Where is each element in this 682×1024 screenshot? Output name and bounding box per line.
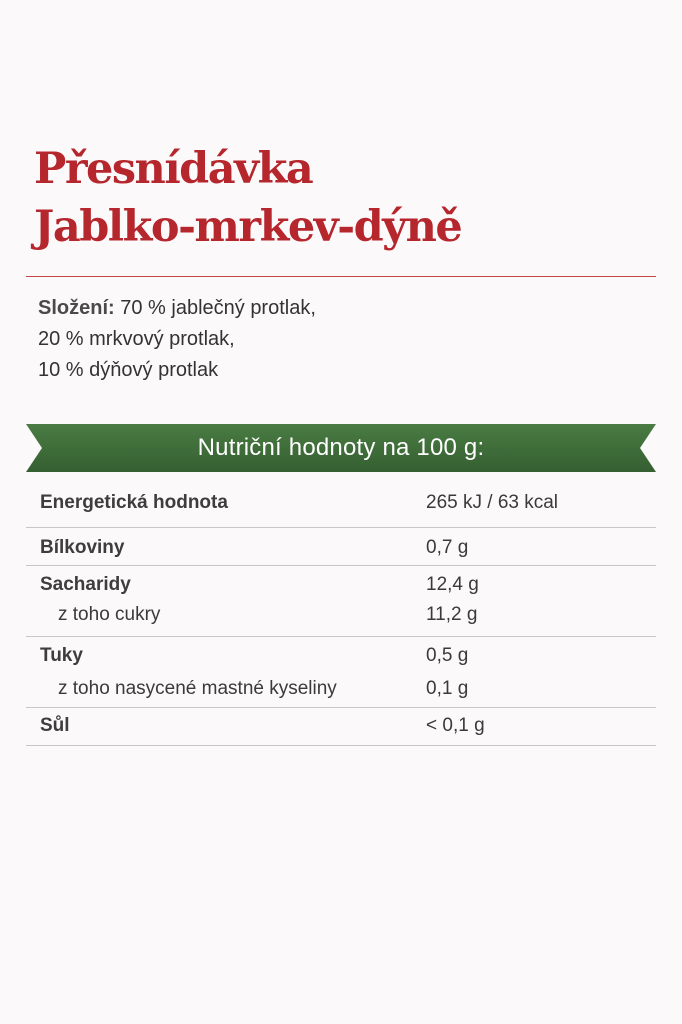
nutrient-value: 265 kJ / 63 kcal: [426, 492, 559, 513]
nutrition-heading-banner: [26, 424, 656, 472]
title-divider: [26, 276, 656, 277]
nutrient-value: 12,4 g: [426, 574, 479, 595]
nutrient-value: 0,5 g: [426, 645, 469, 666]
nutrient-name: Tuky: [40, 645, 83, 666]
nutrient-name: Sůl: [40, 715, 70, 736]
product-title-line-2: Jablko-mrkev-dýně: [34, 202, 462, 252]
nutrient-name: Sacharidy: [40, 574, 131, 595]
composition-block: [38, 293, 316, 386]
nutrient-sub-name: z toho cukry: [58, 604, 161, 625]
nutrition-table: [26, 476, 656, 746]
composition-label: Složení:: [38, 297, 115, 319]
nutrient-value: < 0,1 g: [426, 715, 485, 736]
table-row: [26, 476, 656, 528]
table-row: [26, 566, 656, 637]
nutrient-sub-name: z toho nasycené mastné kyseliny: [58, 678, 337, 699]
product-title: [34, 140, 461, 256]
composition-line-1: [38, 293, 316, 324]
nutrient-sub-value: 11,2 g: [426, 604, 478, 625]
table-row: [26, 528, 656, 566]
composition-item-pumpkin: 10 % dýňový protlak: [38, 359, 219, 381]
nutrition-heading: Nutriční hodnoty na 100 g:: [197, 434, 485, 461]
nutrient-name: Energetická hodnota: [40, 492, 228, 513]
composition-item-carrot: 20 % mrkvový protlak,: [38, 328, 235, 350]
table-row: [26, 708, 656, 746]
product-title-line-1: Přesnídávka: [34, 144, 313, 194]
table-row: [26, 637, 656, 708]
composition-item-apple: 70 % jablečný protlak,: [120, 297, 316, 319]
nutrient-value: 0,7 g: [426, 537, 469, 558]
nutrient-name: Bílkoviny: [40, 537, 125, 558]
nutrient-sub-value: 0,1 g: [426, 678, 469, 699]
